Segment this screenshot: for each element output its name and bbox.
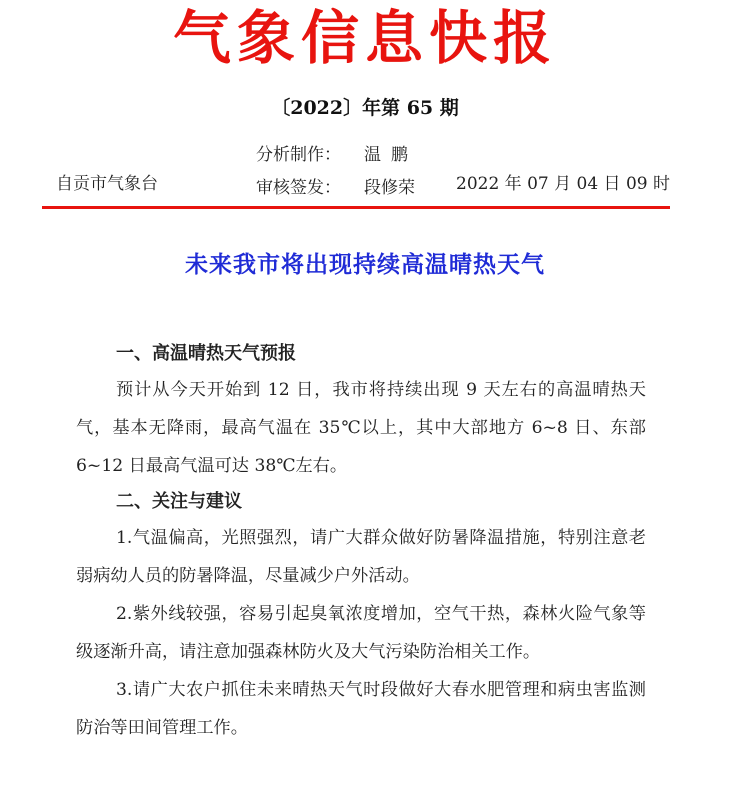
issue-datetime: 2022 年 07 月 04 日 09 时: [456, 174, 670, 194]
paragraph: 3.请广大农户抓住未来晴热天气时段做好大春水肥管理和病虫害监测防治等田间管理工作。: [76, 680, 646, 738]
masthead-title: 气象信息快报: [172, 4, 557, 72]
document-body: [76, 337, 646, 747]
analyst-label: 分析制作：: [256, 145, 341, 165]
paragraph: 1.气温偏高，光照强烈，请广大群众做好防暑降温措施，特别注意老弱病幼人员的防暑降温，尽量减少户外活动。: [76, 528, 646, 586]
header-divider: [42, 206, 670, 209]
issue-number: 〔2022〕年第 65 期: [271, 97, 459, 119]
paragraph: 预计从今天开始到 12 日，我市将持续出现 9 天左右的高温晴热天气，基本无降雨，最高气温在 35℃以上，其中大部地方 6~8 日、东部 6~12 日最高气温可达 38℃左右。: [76, 380, 646, 476]
section-advice: [76, 485, 646, 747]
section-title: 二、关注与建议: [116, 491, 242, 512]
document-headline: 未来我市将出现持续高温晴热天气: [185, 252, 545, 278]
section-title: 一、高温晴热天气预报: [116, 343, 296, 364]
organization-name: 自贡市气象台: [56, 174, 158, 194]
paragraph: 2.紫外线较强，容易引起臭氧浓度增加，空气干热，森林火险气象等级逐渐升高，请注意加强森林防火及大气污染防治相关工作。: [76, 604, 646, 662]
section-forecast: [76, 337, 646, 485]
reviewer-name: 段修荣: [364, 178, 415, 198]
analyst-name: 温鹏: [364, 145, 418, 165]
reviewer-label: 审核签发：: [256, 178, 341, 198]
